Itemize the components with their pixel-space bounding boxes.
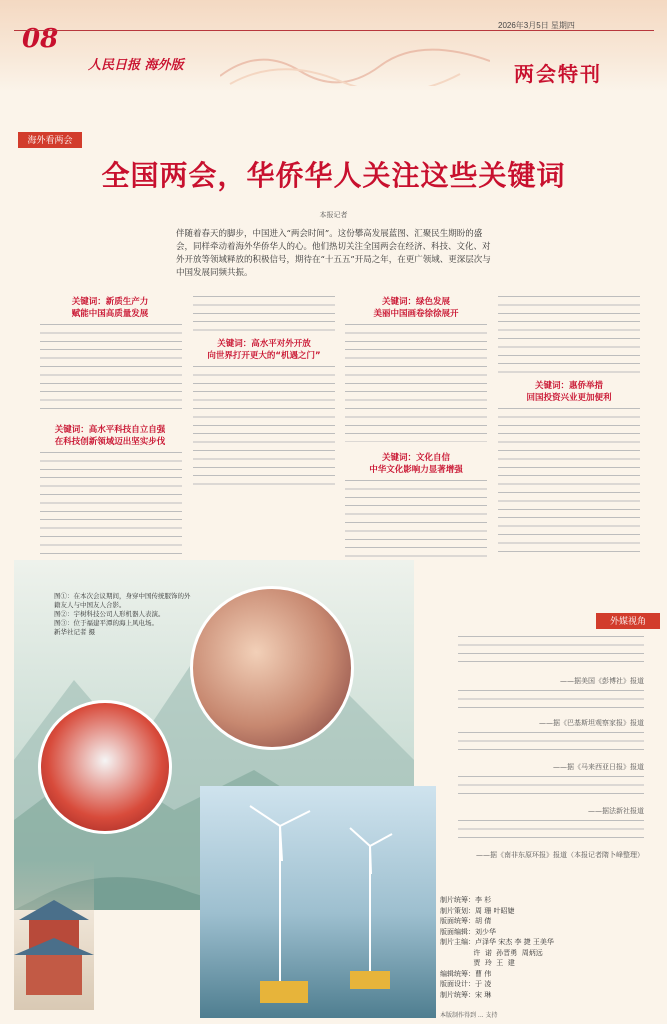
keyword-heading-opening: 关键词：高水平对外开放 向世界打开更大的“机遇之门” [207,339,321,361]
source-attribution: ——据美国《彭博社》报道 [560,677,644,685]
article-body [193,366,335,486]
credit-line: 版面统筹：胡 倩 [440,917,492,925]
issue-date: 2026年3月5日 星期四 [498,21,575,30]
outside-body [458,636,644,664]
special-edition-title: 两会特刊 [514,62,602,86]
decorative-pattern [220,36,490,86]
lead-paragraph: 伴随着春天的脚步，中国进入“两会时间”。这份攀高发展蓝图、汇聚民生期盼的盛会，同样牵动着海外华侨华人的心。他们热切关注全国两会在经济、科技、文化、对外开放等领域释放的积极信号，期待在“十五五”开局之年，在更广领域、更深层次与中国发展同频共振。 [176,229,491,278]
source-attribution: ——据法新社报道 [588,807,644,815]
newspaper-logo: 人民日报 海外版 [88,58,184,73]
outside-body [458,732,644,756]
keyword-heading-productivity: 关键词：新质生产力 赋能中国高质量发展 [71,297,149,319]
byline: 本报记者 [319,211,348,219]
credits-block [440,895,640,1000]
article-body [40,324,182,416]
keyword-heading-overseas: 关键词：惠侨举措 回国投资兴业更加便利 [526,381,612,403]
credit-line: 制片统筹：宋 琳 [440,990,492,999]
source-attribution: ——据《马来西亚日报》报道 [553,763,644,771]
photo-robot-performance [38,700,172,834]
article-body [498,296,640,380]
article-body [345,324,487,442]
credit-line: 制片策划：周 珊 叶昭婕 [440,906,515,915]
keyword-heading-green: 关键词：绿色发展 美丽中国画卷徐徐展开 [373,297,459,319]
article-body [345,480,487,560]
headline: 全国两会，华侨华人关注这些关键词 [101,159,566,192]
page-number: 08 [22,24,59,54]
credit-line: 许 诺 孙晋勇 周炳远 [440,948,543,957]
outside-view-tag: 外媒视角 [596,613,660,629]
credit-line: 制片主编：卢泽华 宋杰 李 捷 王美华 [440,938,554,946]
article-body [193,296,335,338]
credit-line: 贾 玲 王 建 [440,959,515,967]
outside-body [458,690,644,714]
keyword-heading-tech: 关键词：高水平科技自立自强 在科技创新领域迈出坚实步伐 [54,425,166,447]
credit-line: 制片统筹：李 杉 [440,896,492,904]
section-tag: 海外看两会 [18,132,82,148]
credit-line: 版面编辑：刘少华 [440,927,496,936]
temple-illustration [14,860,94,1010]
outside-body [458,776,644,800]
photo-offshore-wind [200,786,436,1018]
source-attribution: ——据《巴基斯坦观察家报》报道 [539,719,644,727]
keyword-heading-culture: 关键词：文化自信 中华文化影响力显著增强 [369,453,463,475]
photo-foreign-friends [190,586,354,750]
credit-line: 版面设计：于 凌 [440,980,492,988]
article-body [40,452,182,564]
source-attribution: ——据《南非东原环报》报道（本报记者隋卜峰整理） [476,851,644,859]
outside-body [458,820,644,838]
footer-note: 本版制作得到 ... 支持 [440,1012,498,1019]
credit-line: 编辑统筹：曹 伟 [440,969,492,978]
article-body [498,408,640,554]
photo-caption: 图①：在本次会议期间，身穿中国传统服饰的外籍友人与中国友人合影。 图②：宇树科技公司人形机器人表演。 图③：位于福建平潭的海上风电场。 新华社记者 摄 [54,592,191,636]
